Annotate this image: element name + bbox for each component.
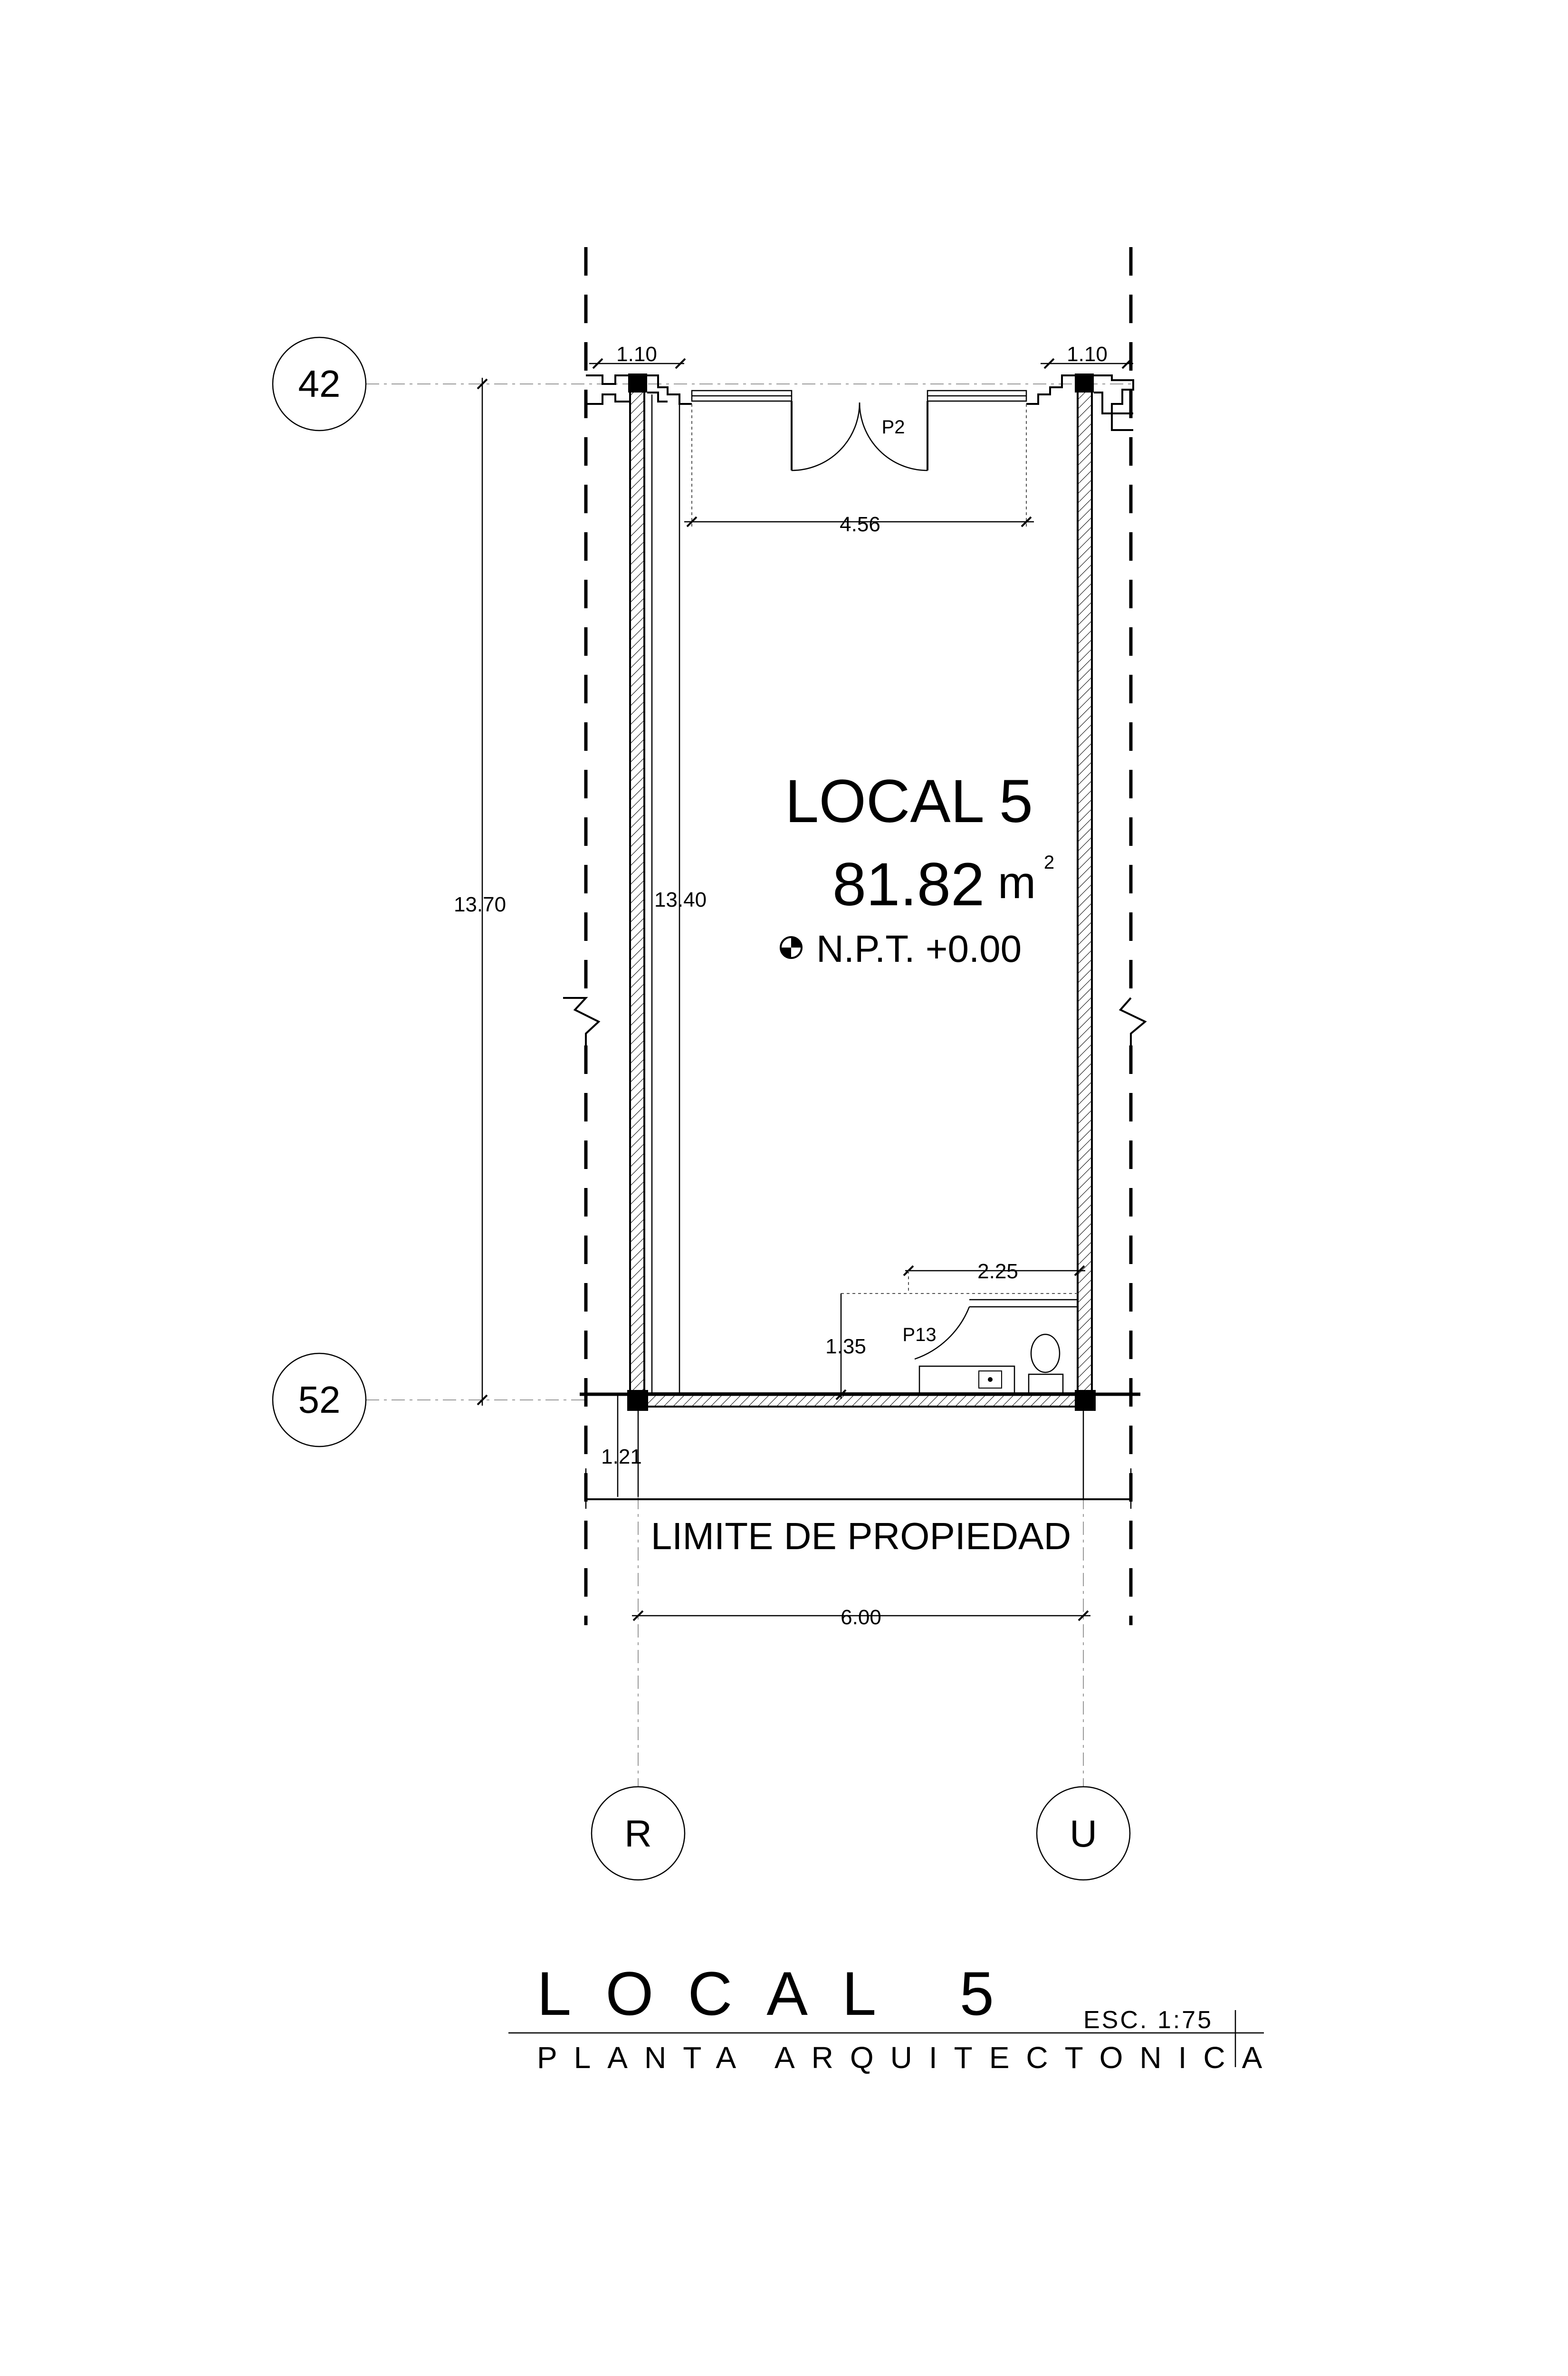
bathroom bbox=[841, 1293, 1078, 1393]
title-block bbox=[508, 1959, 1279, 2075]
storefront bbox=[692, 391, 1026, 401]
dim-bath-depth: 1.35 bbox=[825, 1335, 866, 1358]
level-marker-icon bbox=[781, 937, 802, 958]
room-area: 81.82 bbox=[832, 851, 985, 919]
grid-bubble-42 bbox=[273, 337, 366, 431]
svg-text:P2: P2 bbox=[881, 417, 905, 438]
drawing-subtitle: PLANTA ARQUITECTONICA bbox=[537, 2041, 1279, 2075]
drawing-scale: ESC. 1:75 bbox=[1083, 2006, 1214, 2034]
dim-storefront: 4.56 bbox=[840, 513, 880, 536]
grid-bubble-r bbox=[592, 1787, 685, 1880]
drawing-title: LOCAL 5 bbox=[537, 1959, 1028, 2028]
room-area-exponent: 2 bbox=[1043, 852, 1055, 873]
svg-text:52: 52 bbox=[298, 1379, 341, 1421]
dim-interior-length: 13.40 bbox=[654, 888, 707, 911]
grid-bubble-u bbox=[1037, 1787, 1130, 1880]
dim-top-left: 1.10 bbox=[616, 343, 657, 366]
dim-overall-length: 13.70 bbox=[453, 893, 507, 916]
dimension-labels bbox=[454, 343, 1108, 1629]
svg-text:U: U bbox=[1070, 1812, 1097, 1855]
svg-text:R: R bbox=[624, 1812, 652, 1855]
svg-text:P13: P13 bbox=[902, 1324, 937, 1345]
room-area-unit: m bbox=[998, 857, 1036, 908]
door-p2 bbox=[792, 401, 927, 470]
dim-top-right: 1.10 bbox=[1067, 343, 1108, 366]
svg-text:42: 42 bbox=[298, 363, 341, 405]
room-label bbox=[781, 767, 1054, 970]
dim-overall-width: 6.00 bbox=[841, 1606, 881, 1629]
room-name: LOCAL 5 bbox=[785, 767, 1033, 835]
property-line-label: LIMITE DE PROPIEDAD bbox=[650, 1515, 1071, 1557]
dim-bath-width: 2.25 bbox=[977, 1260, 1018, 1283]
room-level: N.P.T. +0.00 bbox=[816, 928, 1022, 970]
dimension-lines bbox=[478, 359, 1133, 1620]
grid-bubble-52 bbox=[273, 1353, 366, 1447]
dim-offset-left: 1.21 bbox=[601, 1445, 642, 1468]
grid-lines bbox=[366, 384, 1131, 1787]
